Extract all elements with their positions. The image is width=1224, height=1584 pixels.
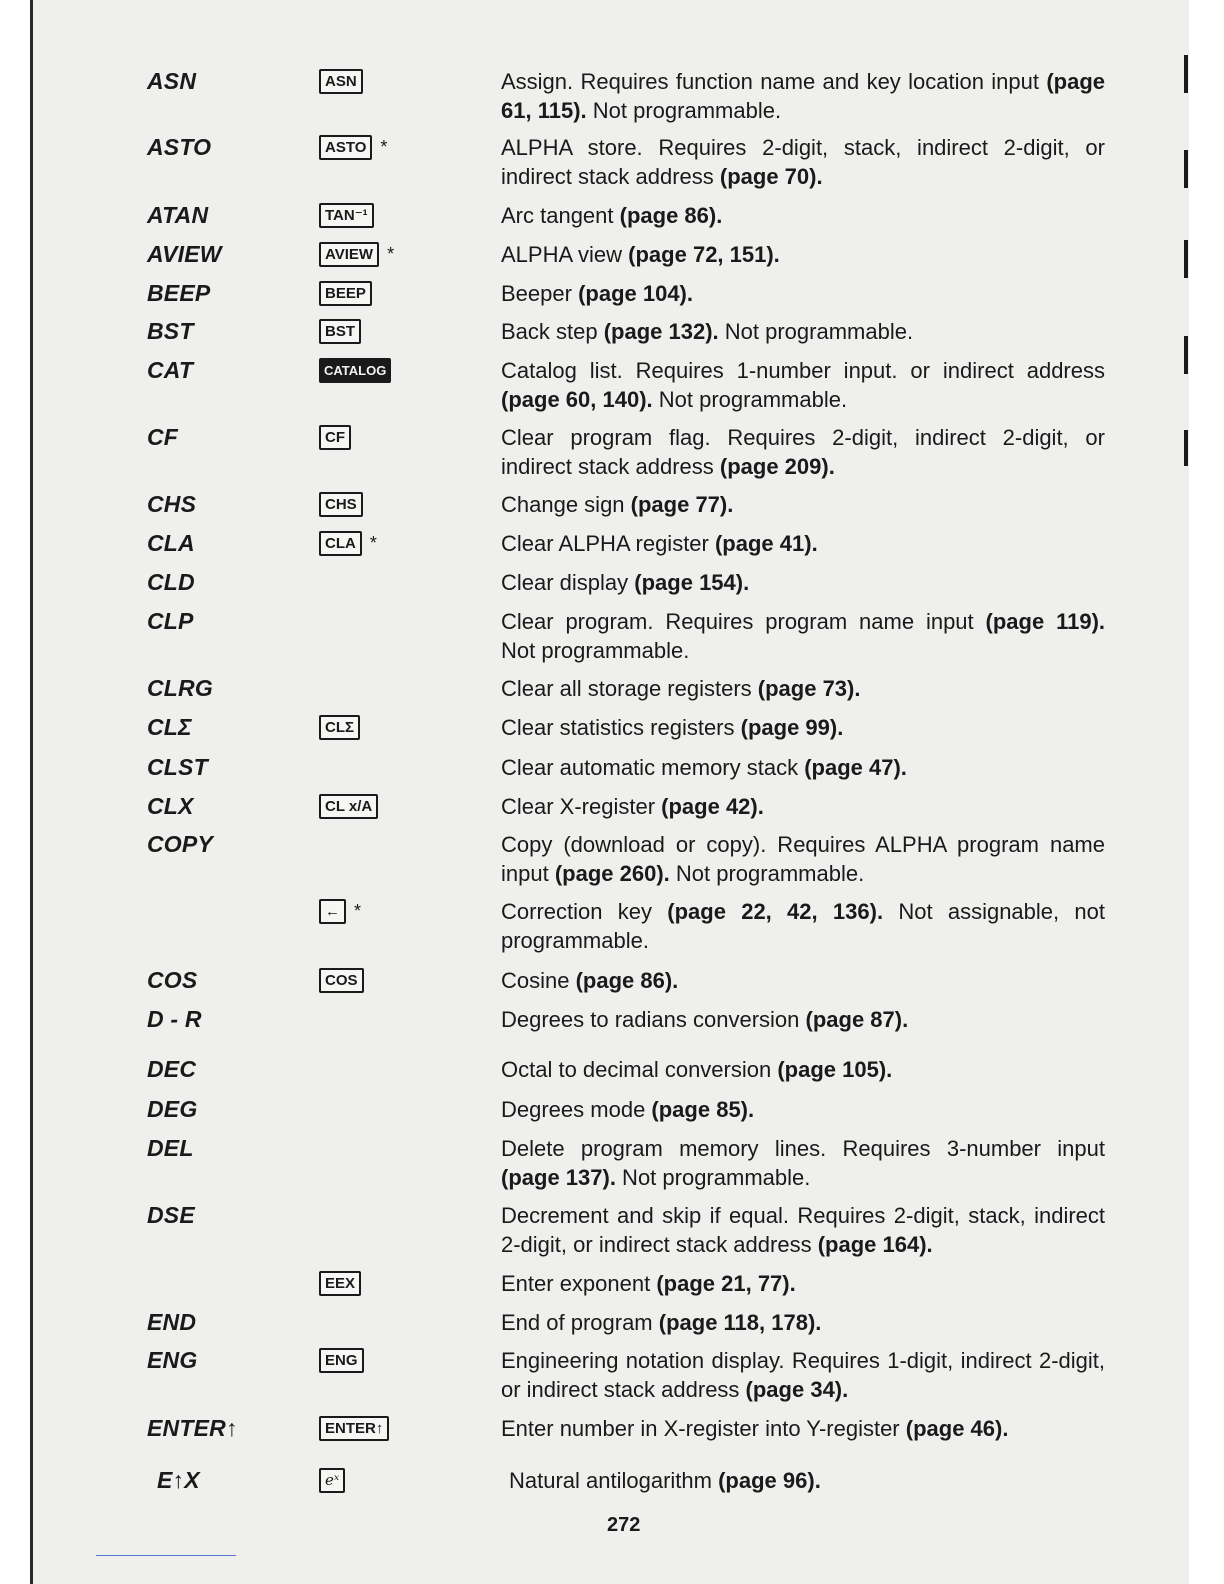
description: Degrees mode (page 85).	[501, 1097, 755, 1122]
keycap: CL x/A	[319, 794, 378, 819]
description: Clear ALPHA register (page 41).	[501, 531, 818, 556]
key-label	[319, 319, 361, 344]
keycap: COS	[319, 968, 364, 993]
function-name: E↑X	[157, 1467, 200, 1493]
description: Enter exponent (page 21, 77).	[501, 1271, 796, 1296]
binding-mark	[1184, 150, 1188, 188]
key-label	[319, 1468, 345, 1493]
description: Degrees to radians conversion (page 87).	[501, 1007, 909, 1032]
function-name: D - R	[147, 1006, 202, 1032]
key-label	[319, 968, 364, 993]
description: Decrement and skip if equal. Requires 2-digit, stack, indirect 2-digit, or indirect stack address (page 164).	[501, 1203, 1105, 1257]
keycap: ENTER↑	[319, 1416, 389, 1441]
description: Clear display (page 154).	[501, 570, 750, 595]
description: Catalog list. Requires 1-number input. or indirect address (page 60, 140). Not programmable.	[501, 358, 1105, 412]
keycap: CLA	[319, 531, 362, 556]
key-label	[319, 69, 363, 94]
key-label	[319, 203, 374, 228]
keycap: CLΣ	[319, 715, 360, 740]
function-name: DEL	[147, 1135, 194, 1161]
description: Clear statistics registers (page 99).	[501, 715, 844, 740]
keycap: eˣ	[319, 1468, 345, 1493]
key-label	[319, 1416, 389, 1441]
function-name: ATAN	[147, 202, 209, 228]
asterisk: *	[369, 533, 377, 553]
description: Copy (download or copy). Requires ALPHA program name input (page 260). Not programmable.	[501, 832, 1105, 886]
key-label	[319, 715, 360, 740]
function-name: DSE	[147, 1202, 195, 1228]
keycap: CATALOG	[319, 358, 391, 383]
backspace-key-icon: ←	[319, 899, 346, 924]
keycap: TAN⁻¹	[319, 203, 374, 228]
function-name: COPY	[147, 831, 213, 857]
key-label	[319, 135, 387, 160]
description: Correction key (page 22, 42, 136). Not assignable, not programmable.	[501, 899, 1105, 953]
description: Change sign (page 77).	[501, 492, 734, 517]
description: Beeper (page 104).	[501, 281, 693, 306]
description: Clear all storage registers (page 73).	[501, 676, 861, 701]
key-label	[319, 531, 377, 556]
key-label	[319, 1271, 361, 1296]
binding-mark	[1184, 336, 1188, 374]
function-name: CLRG	[147, 675, 213, 701]
function-name: ENTER↑	[147, 1415, 238, 1441]
function-name: BST	[147, 318, 194, 344]
binding-mark	[1184, 240, 1188, 278]
function-name: CLST	[147, 754, 208, 780]
description: Engineering notation display. Requires 1-digit, indirect 2-digit, or indirect stack address (page 34).	[501, 1348, 1105, 1402]
description: Assign. Requires function name and key location input (page 61, 115). Not programmable.	[501, 69, 1105, 123]
description: Clear X-register (page 42).	[501, 794, 764, 819]
function-name: CLΣ	[147, 714, 192, 740]
function-name: CAT	[147, 357, 194, 383]
description: ALPHA view (page 72, 151).	[501, 242, 780, 267]
function-name: CLP	[147, 608, 194, 634]
binding-mark	[1184, 430, 1188, 466]
key-label	[319, 794, 378, 819]
function-name: COS	[147, 967, 198, 993]
key-label	[319, 1348, 364, 1373]
function-name: BEEP	[147, 280, 211, 306]
function-name: ASN	[147, 68, 197, 94]
keycap: CHS	[319, 492, 363, 517]
asterisk: *	[380, 137, 388, 157]
description: Arc tangent (page 86).	[501, 203, 723, 228]
keycap: ASN	[319, 69, 363, 94]
footer-rule	[96, 1555, 236, 1556]
manual-page	[30, 0, 1189, 1584]
function-name: ENG	[147, 1347, 198, 1373]
key-label	[319, 281, 372, 306]
function-name: DEG	[147, 1096, 198, 1122]
description: Octal to decimal conversion (page 105).	[501, 1057, 893, 1082]
key-label	[319, 899, 361, 924]
description: Delete program memory lines. Requires 3-number input (page 137). Not programmable.	[501, 1136, 1105, 1190]
key-label	[319, 425, 351, 450]
keycap: EEX	[319, 1271, 361, 1296]
description: ALPHA store. Requires 2-digit, stack, indirect 2-digit, or indirect stack address (page 70).	[501, 135, 1105, 189]
keycap: BEEP	[319, 281, 372, 306]
asterisk: *	[354, 901, 362, 921]
function-name: DEC	[147, 1056, 197, 1082]
description: End of program (page 118, 178).	[501, 1310, 822, 1335]
keycap: CF	[319, 425, 351, 450]
keycap: ASTO	[319, 135, 372, 160]
description: Clear program flag. Requires 2-digit, indirect 2-digit, or indirect stack address (page 209).	[501, 425, 1105, 479]
function-name: CHS	[147, 491, 197, 517]
description: Clear automatic memory stack (page 47).	[501, 755, 907, 780]
keycap: ENG	[319, 1348, 364, 1373]
binding-mark	[1184, 55, 1188, 93]
function-name: CLA	[147, 530, 195, 556]
key-label	[319, 358, 391, 383]
function-name: CLX	[147, 793, 194, 819]
asterisk: *	[387, 244, 395, 264]
function-name: CF	[147, 424, 179, 450]
description: Natural antilogarithm (page 96).	[509, 1468, 821, 1493]
description: Clear program. Requires program name input (page 119). Not programmable.	[501, 609, 1106, 663]
function-name: CLD	[147, 569, 195, 595]
keycap: AVIEW	[319, 242, 379, 267]
key-label	[319, 492, 363, 517]
function-name: AVIEW	[147, 241, 222, 267]
description: Back step (page 132). Not programmable.	[501, 319, 914, 344]
function-name: ASTO	[147, 134, 212, 160]
description: Cosine (page 86).	[501, 968, 679, 993]
keycap: BST	[319, 319, 361, 344]
key-label	[319, 242, 394, 267]
function-name: END	[147, 1309, 197, 1335]
description: Enter number in X-register into Y-register (page 46).	[501, 1416, 1009, 1441]
page-number: 272	[607, 1514, 641, 1536]
